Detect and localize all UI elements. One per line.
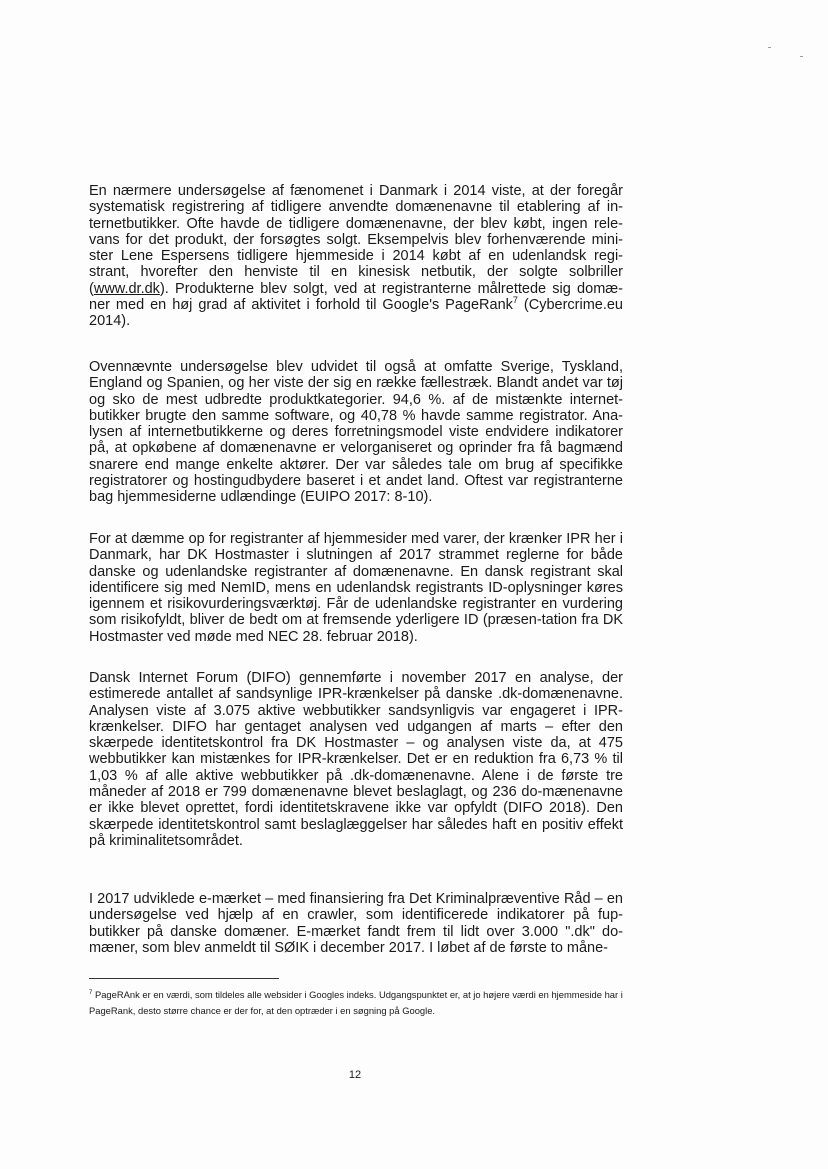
paragraph-1-line-6: strant, hvorefter den henviste til en kinesisk netbutik, der solgte solbriller	[89, 264, 623, 281]
footnote-divider	[89, 978, 279, 979]
paragraph-1: En nærmere undersøgelse af fænomenet i Danmark i 2014 viste, at der foregår systematisk registrering af tidligere anvendte domænenavne til etablering af in- ternetbutikker. Ofte havde de tidligere domænenavne, der blev købt, ingen rele- vans for det produkt, der forsøgtes solgt. Eksempelvis blev forhenværende mini- ster Lene Espersens tidligere hjemmeside i 2014 købt af en udenlandsk regi- strant, hvorefter den henviste til en kinesisk netbutik, der solgte solbriller (www.dr.dk). Produkterne blev solgt, ved at registranterne målrettede sig domæ- ner med en høj grad af aktivitet i forhold til Google's PageRank$^7$ (Cybercrime.eu 2014).	[89, 183, 623, 330]
paragraph-3-text: For at dæmme op for registranter af hjemmesider med varer, der krænker IPR her i Danmark, har DK Hostmaster i slutningen af 2017 strammet reglerne for både danske og udenlandske registranter af domænenavne. En dansk registrant skal identificere sig med NemID, mens en udenlandsk registrants ID-oplysninger køres igennem et risikovurderingsværktøj. Får de udenlandske registranter en vurdering som risikofyldt, bliver de bedt om at fremsende yderligere ID (præsen-tation fra DK Hostmaster ved møde med NEC 28. februar 2018).	[89, 531, 623, 645]
footnote	[89, 987, 623, 1019]
paragraph-1-line-8: ner med en høj grad af aktivitet i forhold til Google's PageRank	[89, 297, 513, 314]
paragraph-1-line-3: ternetbutikker. Ofte havde de tidligere domænenavne, der blev købt, ingen rele-	[89, 215, 623, 232]
paragraph-4-text: Dansk Internet Forum (DIFO) gennemførte i november 2017 en analyse, der estimerede antallet af sandsynlige IPR-krænkelser på danske .dk-domænenavne. Analysen viste af 3.075 aktive webbutikker sandsynligvis var engageret i IPR-krænkelser. DIFO har gentaget analysen ved udgangen af marts – efter den skærpede identitetskontrol fra DK Hostmaster – og analysen viste da, at 475 webbutikker kan mistænkes for IPR-krænkelser. Det er en reduktion fra 6,73 % til 1,03 % af alle aktive webbutikker på .dk-domænenavne. Alene i de første tre måneder af 2018 er 799 domænenavne blevet beslaglagt, og 236 do-mænenavne er ikke blevet oprettet, fordi identitetskravene ikke var opfyldt (DIFO 2018). Den skærpede identitetskontrol samt beslaglæggelser har således haft en positiv effekt på kriminalitetsområdet.	[89, 670, 623, 849]
paragraph-2-text: Ovennævnte undersøgelse blev udvidet til også at omfatte Sverige, Tyskland, England og Spanien, og her viste der sig en række fællestræk. Blandt andet var tøj og sko de mest udbredte produktkategorier. 94,6 %. af de mistænkte internet-butikker brugte den samme software, og 40,78 % havde samme registrator. Ana-lysen af internetbutikkerne og deres forretningsmodel viste endvidere indikatorer på, at opkøbene af domænenavne er velorganiseret og oprinder fra få bagmænd snarere end mange enkelte aktører. Der var således tale om brug af specifikke registratorer og hostingudbydere baseret i et andet land. Oftest var registranterne bag hjemmesiderne udlændinge (EUIPO 2017: 8-10).	[89, 359, 623, 506]
footnote-reference[interactable]: 7	[512, 295, 518, 306]
footnote-marker: 7	[89, 989, 93, 996]
paragraph-1-line-2: systematisk registrering af tidligere anvendte domænenavne til etablering af in-	[89, 199, 623, 216]
paragraph-1-line-4: vans for det produkt, der forsøgtes solgt. Eksempelvis blev forhenværende mini-	[89, 231, 623, 248]
paragraph-1-line-5: ster Lene Espersens tidligere hjemmeside i 2014 købt af en udenlandsk regi-	[89, 248, 623, 265]
paragraph-1-last-line: 2014).	[89, 313, 131, 330]
paragraph-1-line-1: En nærmere undersøgelse af fænomenet i Danmark i 2014 viste, at der foregår	[89, 183, 623, 199]
dr-link[interactable]: www.dr.dk	[93, 280, 160, 297]
paragraph-2	[89, 359, 623, 506]
paragraph-1-after-link: ). Produkterne blev solgt, ved at registranterne målrettede sig domæ-	[159, 280, 623, 297]
page-number: 12	[348, 1069, 362, 1081]
paragraph-3	[89, 531, 623, 645]
footnote-text: PageRAnk er en værdi, som tildeles alle websider i Googles indeks. Udgangspunktet er, at jo højere værdi en hjemmeside har i PageRank, desto større chance er der for, at den optræder i en søgning på Google.	[89, 989, 623, 1016]
scan-mark	[800, 56, 803, 57]
paragraph-5-text: I 2017 udviklede e-mærket – med finansiering fra Det Kriminalpræventive Råd – en undersøgelse ved hjælp af en crawler, som identificerede indikatorer på fup-butikker på danske domæner. E-mærket fandt frem til lidt over 3.000 ".dk" do-mæner, som blev anmeldt til SØIK i december 2017. I løbet af de første to måne-	[89, 891, 623, 956]
paragraph-5	[89, 891, 623, 956]
paragraph-1-after-ref: (Cybercrime.eu	[517, 297, 623, 314]
paragraph-4	[89, 670, 623, 849]
scan-mark	[768, 47, 771, 48]
